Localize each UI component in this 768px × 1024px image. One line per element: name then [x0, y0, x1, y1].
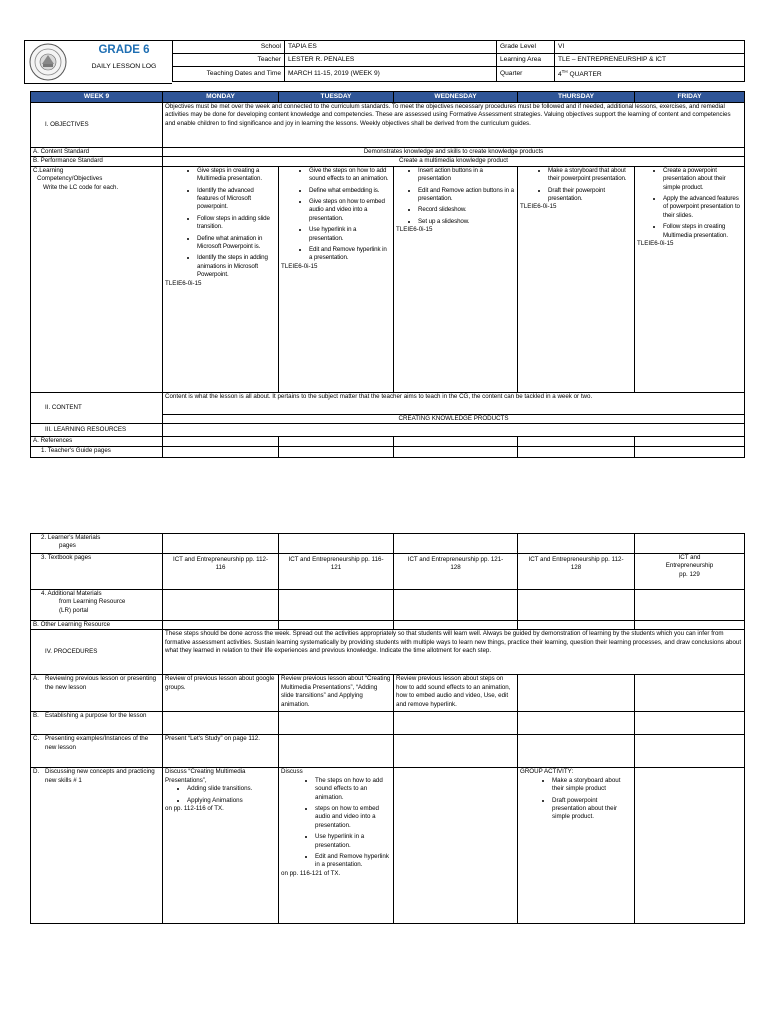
content-standard-label: A. Content Standard	[31, 148, 163, 157]
lc-code: TLEIE6-0i-15	[520, 203, 557, 211]
textbook-friday: ICT and Entrepreneurship pp. 129	[635, 554, 745, 590]
competency-tuesday-list: • Give the steps on how to add sound effects to an animation. • Define what embedding is. • Give steps on how to embed audio and video into a presentation. • Use hyperlink in a presentation. • Edit and Remove hyperlink in a presentation.	[281, 167, 391, 263]
competency-wednesday-list: • Insert action buttons in a presentation • Edit and Remove action buttons in a presentation. • Record slideshow. • Set up a slideshow.	[396, 167, 515, 226]
deped-seal-icon	[28, 42, 68, 82]
references-row	[31, 437, 745, 446]
competency-thursday-list: • Make a storyboard that about their powerpoint presentation. • Draft their powerpoint presentation.	[520, 167, 632, 204]
competency-label: C.Learning Competency/Objectives Write the LC code for each.	[31, 166, 163, 392]
procedures-text: These steps should be done across the week. Spread out the activities appropriately so that students will learn well. Always be guided by demonstration of learning by the students which you can infer from formative assessment activities. Sustain learning systematically by providing students with multiple ways to learn new things, practice their learning, question their learning processes, and draw conclusions about what they learned in relation to their life experiences and previous knowledge. Indicate the time allotment for each step.	[163, 630, 745, 675]
procedures-row	[31, 630, 745, 675]
objectives-row	[31, 103, 745, 148]
procedure-a-label: A. Reviewing previous lesson or presenting the new lesson	[31, 675, 163, 712]
procedure-d-monday: Discuss “Creating Multimedia Presentations”, • Adding slide transitions. • Applying Animations on pp. 112-116 of TX.	[163, 768, 279, 924]
textbook-label: 3. Textbook pages	[31, 554, 163, 590]
competency-thursday	[518, 166, 635, 392]
additional-materials-label: 4. Additional Materials from Learning Resource (LR) portal	[31, 590, 163, 621]
references-label: A. References	[31, 437, 163, 446]
procedure-a-wednesday: Review previous lesson about steps on how to add sound effects to an animation, how to embed audio and video, Use, edit and remove hyperlink.	[394, 675, 518, 712]
wednesday-header: WEDNESDAY	[394, 92, 518, 103]
procedure-c-label: C. Presenting examples/Instances of the new lesson	[31, 735, 163, 768]
additional-materials-row	[31, 590, 745, 621]
day-header-row	[31, 92, 745, 103]
content-text: Content is what the lesson is all about. It pertains to the subject matter that the teacher aims to teach in the CG, the content can be tackled in a week or two.	[163, 392, 745, 414]
performance-standard-row	[31, 157, 745, 166]
lc-code: TLEIE6-0i-15	[165, 279, 202, 287]
procedure-a-tuesday: Review previous lesson about “Creating Multimedia Presentations”, “Adding slide transitions” and Applying animation.	[279, 675, 394, 712]
procedure-d-tuesday-list: • The steps on how to add sound effects to an animation. • steps on how to embed audio and video into a presentation. • Use hyperlink in a presentation. • Edit and Remove hyperlink in a presentation.	[281, 777, 391, 870]
header-info-table	[172, 40, 745, 82]
tuesday-header: TUESDAY	[279, 92, 394, 103]
procedure-d-tuesday: Discuss • The steps on how to add sound effects to an animation. • steps on how to embed audio and video into a presentation. • Use hyperlink in a presentation. • Edit and Remove hyperlink in a presentation. on pp. 116-121 of TX.	[279, 768, 394, 924]
school-value: TAPIA ES	[285, 41, 497, 54]
other-resource-row	[31, 621, 745, 630]
learning-resources-label: III. LEARNING RESOURCES	[31, 424, 163, 437]
procedure-c-row	[31, 735, 745, 768]
lc-code: TLEIE6-0i-15	[637, 240, 674, 248]
content-standard-text: Demonstrates knowledge and skills to create knowledge products	[163, 148, 745, 157]
textbook-row	[31, 554, 745, 590]
learning-area-value: TLE – ENTREPRENEURSHIP & ICT	[555, 54, 745, 67]
textbook-wednesday: ICT and Entrepreneurship pp. 121-128	[394, 554, 518, 590]
procedure-d-label: D. Discussing new concepts and practicing new skills # 1	[31, 768, 163, 924]
quarter-label: Quarter	[497, 67, 555, 82]
content-standard-row	[31, 148, 745, 157]
grade-level-label: Grade Level	[497, 41, 555, 54]
procedure-d-monday-list: • Adding slide transitions. • Applying Animations	[165, 785, 276, 805]
school-label: School	[173, 41, 285, 54]
teachers-guide-row	[31, 446, 745, 457]
dates-value: MARCH 11-15, 2019 (WEEK 9)	[285, 67, 497, 82]
competency-row	[31, 166, 745, 392]
content-label: II. CONTENT	[31, 392, 163, 423]
other-resource-label: B. Other Learning Resource	[31, 621, 163, 630]
learning-area-label: Learning Area	[497, 54, 555, 67]
procedure-d-row	[31, 768, 745, 924]
competency-friday-list: • Create a powerpoint presentation about their simple product. • Apply the advanced features of powerpoint presentation to their slides. • Follow steps in creating Multimedia presentation.	[637, 167, 742, 240]
procedure-d-thursday-list: • Make a storyboard about their simple product • Draft powerpoint presentation about their simple product.	[520, 777, 632, 822]
textbook-thursday: ICT and Entrepreneurship pp. 112-128	[518, 554, 635, 590]
competency-monday-list: • Give steps in creating a Multimedia presentation. • Identify the advanced features of Microsoft powerpoint. • Follow steps in adding slide transition. • Define what animation in Microsoft Powerpoint is. • Identify the steps in adding animations in Microsoft Powerpoint.	[165, 167, 276, 280]
lc-code: TLEIE6-0i-15	[396, 226, 433, 234]
week-label: WEEK 9	[31, 92, 163, 103]
grade-title: GRADE 6	[98, 44, 150, 56]
friday-header: FRIDAY	[635, 92, 745, 103]
performance-standard-text: Create a multimedia knowledge product	[163, 157, 745, 166]
competency-tuesday	[279, 166, 394, 392]
competency-monday	[163, 166, 279, 392]
teachers-guide-label: 1. Teacher's Guide pages	[31, 446, 163, 457]
content-row	[31, 392, 745, 414]
performance-standard-label: B. Performance Standard	[31, 157, 163, 166]
teacher-value: LESTER R. PENALES	[285, 54, 497, 67]
textbook-monday: ICT and Entrepreneurship pp. 112-116	[163, 554, 279, 590]
lesson-table-part-2	[30, 533, 745, 924]
content-title: CREATING KNOWLEDGE PRODUCTS	[163, 414, 745, 423]
procedure-b-label: B. Establishing a purpose for the lesson	[31, 712, 163, 735]
lesson-table-part-1	[30, 91, 745, 458]
competency-wednesday	[394, 166, 518, 392]
log-title: DAILY LESSON LOG	[91, 63, 157, 70]
thursday-header: THURSDAY	[518, 92, 635, 103]
objectives-label: I. OBJECTIVES	[31, 103, 163, 148]
textbook-tuesday: ICT and Entrepreneurship pp. 116-121	[279, 554, 394, 590]
competency-friday	[635, 166, 745, 392]
procedure-c-monday: Present “Let's Study” on page 112.	[163, 735, 279, 768]
learners-materials-row	[31, 534, 745, 554]
procedure-a-row	[31, 675, 745, 712]
quarter-value: 4TH QUARTER	[555, 67, 745, 82]
procedure-d-thursday: GROUP ACTIVITY: • Make a storyboard about their simple product • Draft powerpoint presentation about their simple product.	[518, 768, 635, 924]
learners-materials-label: 2. Learner's Materials pages	[31, 534, 163, 554]
learning-resources-row	[31, 424, 745, 437]
procedures-label: IV. PROCEDURES	[31, 630, 163, 675]
monday-header: MONDAY	[163, 92, 279, 103]
grade-level-value: VI	[555, 41, 745, 54]
objectives-text: Objectives must be met over the week and connected to the curriculum standards. To meet the objectives necessary procedures must be followed and if needed, additional lessons, exercises, and remedial activities may be done for developing content knowledge and competencies. These are assessed using Formative Assessment strategies. Valuing objectives support the learning of content and competencies and enable children to find significance and joy in learning the lessons. Weekly objectives shall be derived from the curriculum guides.	[163, 103, 745, 148]
dates-label: Teaching Dates and Time	[173, 67, 285, 82]
procedure-b-row	[31, 712, 745, 735]
teacher-label: Teacher	[173, 54, 285, 67]
lc-code: TLEIE6-0i-15	[281, 262, 318, 270]
procedure-a-monday: Review of previous lesson about google groups.	[163, 675, 279, 712]
